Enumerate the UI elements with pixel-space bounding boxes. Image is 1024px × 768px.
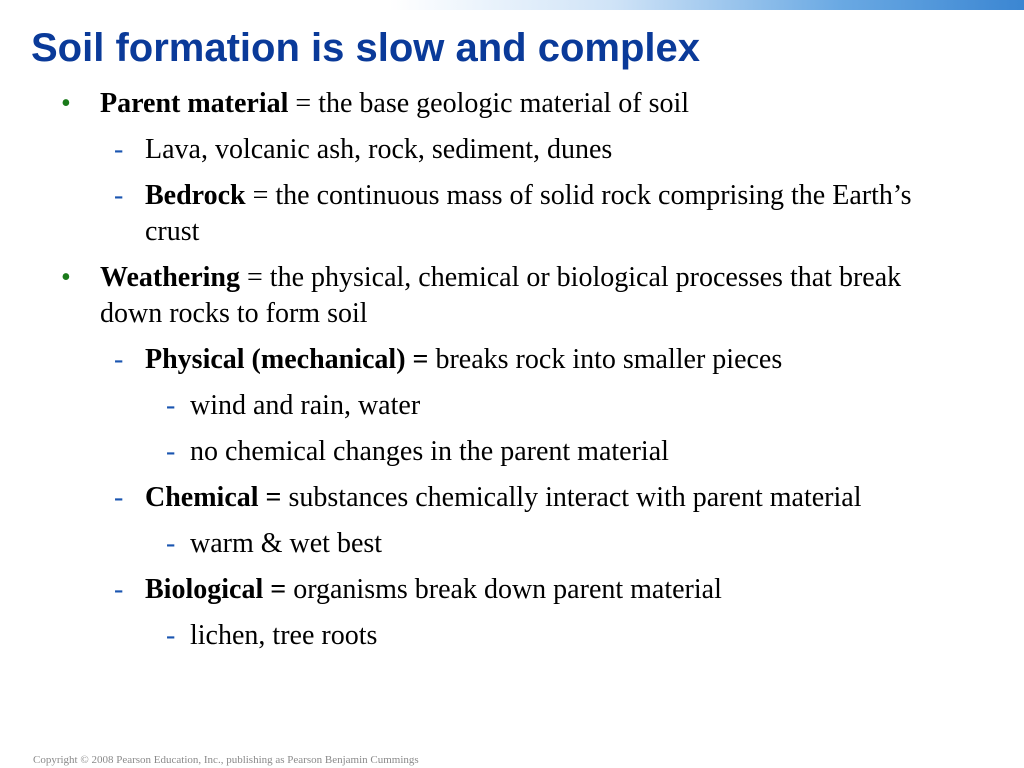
bullet-marker: • xyxy=(61,88,71,119)
definition-text: = the continuous mass of solid rock comprising the Earth’s crust xyxy=(145,180,912,247)
definition-text: lichen, tree roots xyxy=(190,620,378,651)
definition-text: warm & wet best xyxy=(190,528,383,559)
subsubitem-wind-rain xyxy=(0,388,950,424)
definition-text: = the physical, chemical or biological processes that break down rocks to form soil xyxy=(100,262,902,329)
slide-body xyxy=(0,86,1024,664)
definition-text: no chemical changes in the parent material xyxy=(190,436,669,467)
definition-text: breaks rock into smaller pieces xyxy=(428,344,783,375)
top-accent-bar xyxy=(0,0,1024,10)
definition-text: wind and rain, water xyxy=(190,390,421,421)
dash-marker: - xyxy=(114,180,124,211)
dash-marker: - xyxy=(114,344,124,375)
subitem-biological xyxy=(0,572,945,608)
subitem-bedrock xyxy=(0,178,945,250)
copyright-footer: Copyright © 2008 Pearson Education, Inc., publishing as Pearson Benjamin Cummings xyxy=(33,754,419,766)
subsubitem-lichen-roots xyxy=(0,618,950,654)
bullet-marker: • xyxy=(61,262,71,293)
term-label: Physical (mechanical) = xyxy=(145,344,429,375)
term-label: Parent material xyxy=(100,88,289,119)
term-label: Chemical = xyxy=(145,482,282,513)
term-label: Bedrock xyxy=(145,180,246,211)
definition-text: substances chemically interact with parent material xyxy=(281,482,862,513)
subitem-examples xyxy=(0,132,945,168)
dash-marker: - xyxy=(114,134,124,165)
term-label: Biological = xyxy=(145,574,287,605)
dash-marker: - xyxy=(114,574,124,605)
subsubitem-no-chemical-changes xyxy=(0,434,950,470)
slide-title: Soil formation is slow and complex xyxy=(31,26,701,70)
definition-text: organisms break down parent material xyxy=(286,574,722,605)
dash-marker: - xyxy=(166,436,176,467)
term-label: Weathering xyxy=(100,262,240,293)
definition-text: Lava, volcanic ash, rock, sediment, dunes xyxy=(145,134,613,165)
dash-marker: - xyxy=(166,528,176,559)
dash-marker: - xyxy=(114,482,124,513)
subsubitem-warm-wet xyxy=(0,526,950,562)
subitem-physical xyxy=(0,342,945,378)
definition-text: = the base geologic material of soil xyxy=(288,88,690,119)
dash-marker: - xyxy=(166,390,176,421)
bullet-weathering xyxy=(0,260,940,332)
bullet-parent-material xyxy=(0,86,940,122)
dash-marker: - xyxy=(166,620,176,651)
subitem-chemical xyxy=(0,480,945,516)
